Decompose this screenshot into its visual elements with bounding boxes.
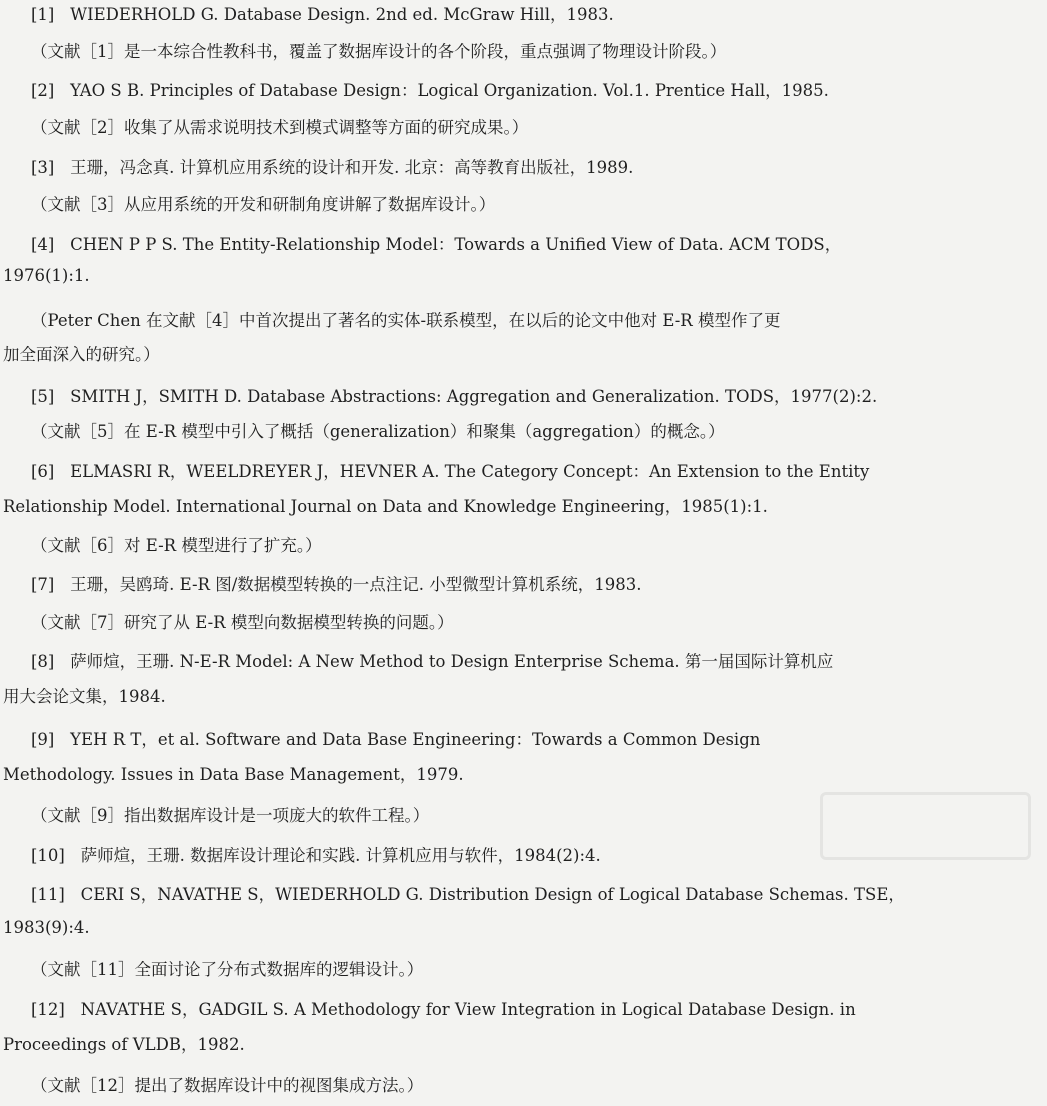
reference-number: [12] (31, 1000, 65, 1019)
reference-number: [7] (31, 575, 55, 594)
reference-3 (31, 157, 633, 179)
reference-number: [2] (31, 81, 55, 100)
reference-number: [10] (31, 846, 65, 865)
reference-text: YAO S B. Principles of Database Design：Logical Organization. Vol.1. Prentice Hall，1985. (70, 81, 829, 100)
reference-6 (31, 461, 869, 483)
reference-comment-1: （文献［1］是一本综合性教科书，覆盖了数据库设计的各个阶段，重点强调了物理设计阶段。） (31, 42, 727, 61)
reference-9-continued: Methodology. Issues in Data Base Management，1979. (3, 765, 464, 784)
show-through-heading-box (820, 792, 1031, 860)
reference-6-continued: Relationship Model. International Journal on Data and Knowledge Engineering，1985(1):1. (3, 497, 768, 516)
reference-8 (31, 651, 833, 673)
reference-text: CHEN P P S. The Entity-Relationship Model：Towards a Unified View of Data. ACM TODS， (70, 235, 842, 254)
reference-number: [1] (31, 5, 55, 24)
reference-text: YEH R T，et al. Software and Data Base Engineering：Towards a Common Design (70, 730, 761, 749)
reference-comment-9: （文献［9］指出数据库设计是一项庞大的软件工程。） (31, 806, 430, 825)
reference-comment-2: （文献［2］收集了从需求说明技术到模式调整等方面的研究成果。） (31, 118, 529, 137)
reference-text: CERI S，NAVATHE S，WIEDERHOLD G. Distribution Design of Logical Database Schemas. TSE， (80, 885, 905, 904)
reference-9 (31, 729, 760, 751)
reference-4 (31, 234, 841, 256)
reference-number: [5] (31, 387, 55, 406)
reference-number: [4] (31, 235, 55, 254)
reference-text: 王珊，吴鸥琦. E-R 图/数据模型转换的一点注记. 小型微型计算机系统，1983. (70, 575, 642, 594)
reference-comment-11: （文献［11］全面讨论了分布式数据库的逻辑设计。） (31, 960, 424, 979)
reference-4-continued: 1976(1):1. (3, 266, 90, 285)
reference-text: ELMASRI R，WEELDREYER J，HEVNER A. The Category Concept：An Extension to the Entity (70, 462, 870, 481)
reference-text: 萨师煊，王珊. 数据库设计理论和实践. 计算机应用与软件，1984(2):4. (80, 846, 601, 865)
reference-text: SMITH J，SMITH D. Database Abstractions: Aggregation and Generalization. TODS，1977(2):2. (70, 387, 878, 406)
reference-number: [8] (31, 652, 55, 671)
reference-comment-5: （文献［5］在 E-R 模型中引入了概括（generalization）和聚集（aggregation）的概念。） (31, 422, 725, 441)
reference-11 (31, 884, 905, 906)
reference-comment-4-continued: 加全面深入的研究。） (3, 345, 160, 364)
reference-12 (31, 999, 856, 1021)
reference-12-continued: Proceedings of VLDB，1982. (3, 1035, 245, 1054)
reference-text: 王珊，冯念真. 计算机应用系统的设计和开发. 北京：高等教育出版社，1989. (70, 158, 634, 177)
reference-5 (31, 386, 877, 408)
reference-comment-6: （文献［6］对 E-R 模型进行了扩充。） (31, 536, 322, 555)
reference-comment-12: （文献［12］提出了数据库设计中的视图集成方法。） (31, 1076, 424, 1095)
reference-number: [3] (31, 158, 55, 177)
reference-7 (31, 574, 642, 596)
reference-2 (31, 80, 829, 102)
reference-comment-3: （文献［3］从应用系统的开发和研制角度讲解了数据库设计。） (31, 195, 496, 214)
reference-comment-4: （Peter Chen 在文献［4］中首次提出了著名的实体-联系模型，在以后的论文中他对 E-R 模型作了更 (31, 311, 781, 330)
reference-text: NAVATHE S，GADGIL S. A Methodology for View Integration in Logical Database Design. in (80, 1000, 856, 1019)
reference-10 (31, 845, 601, 867)
reference-1 (31, 4, 614, 26)
reference-number: [9] (31, 730, 55, 749)
reference-text: 萨师煊，王珊. N-E-R Model: A New Method to Design Enterprise Schema. 第一届国际计算机应 (70, 652, 834, 671)
reference-11-continued: 1983(9):4. (3, 918, 90, 937)
reference-text: WIEDERHOLD G. Database Design. 2nd ed. McGraw Hill，1983. (70, 5, 614, 24)
reference-8-continued: 用大会论文集，1984. (3, 687, 166, 706)
reference-comment-7: （文献［7］研究了从 E-R 模型向数据模型转换的问题。） (31, 613, 454, 632)
reference-number: [11] (31, 885, 65, 904)
reference-number: [6] (31, 462, 55, 481)
